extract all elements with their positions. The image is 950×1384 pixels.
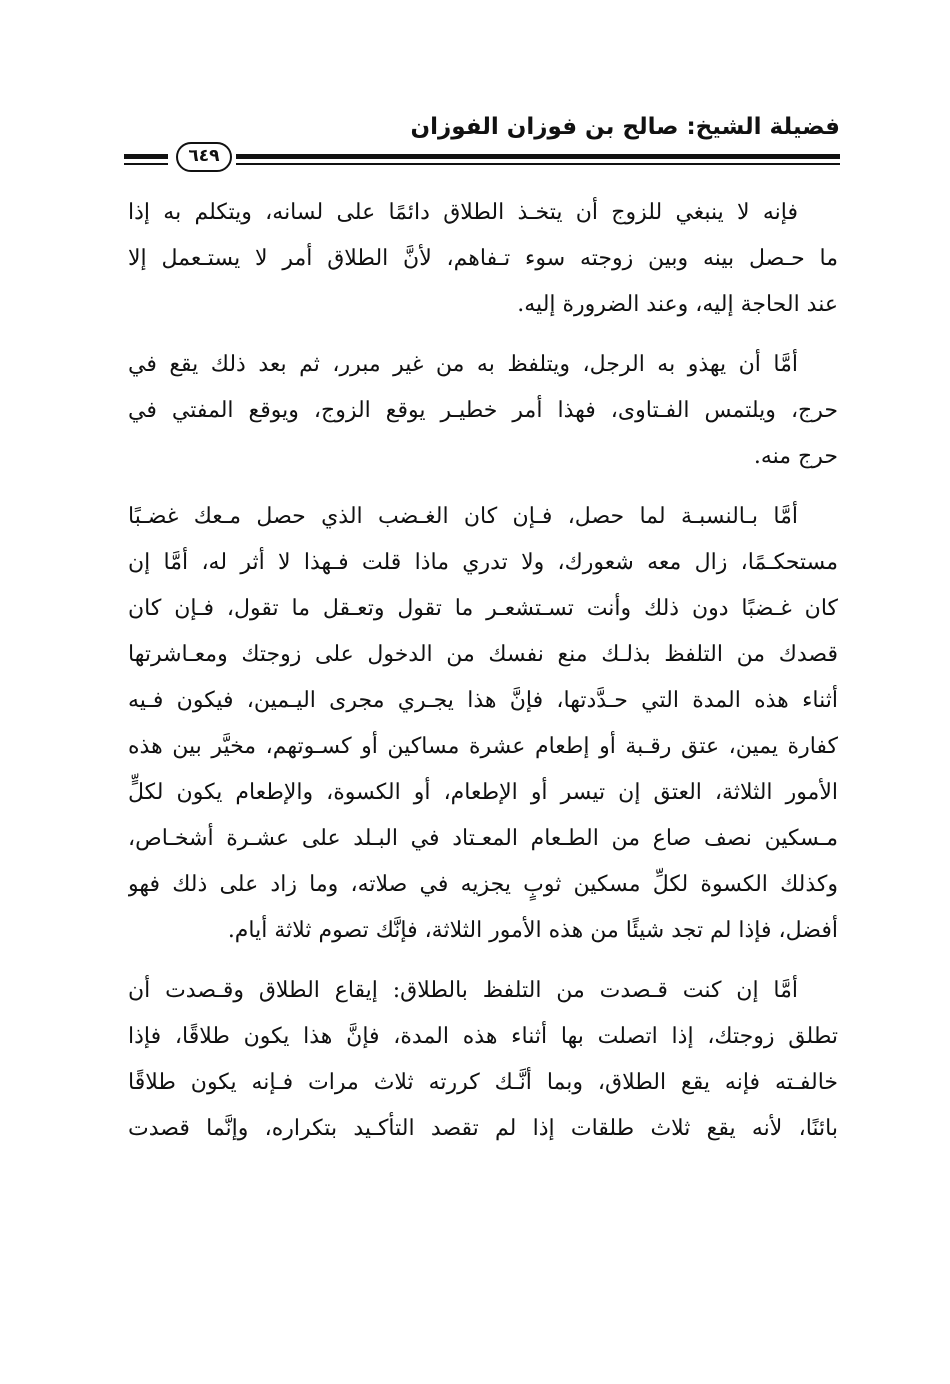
- page-number: ٦٤٩: [176, 142, 232, 172]
- text-line: أفضل، فإذا لم تجد شيئًا من هذه الأمور الثلاثة، فإنَّك تصوم ثلاثة أيام.: [227, 918, 838, 943]
- text-line: الأمور الثلاثة، العتق إن تيسر أو الإطعام، أو الكسوة، والإطعام يكون لكلٍّ: [128, 780, 838, 805]
- text-line: حرج، ويلتمس الفـتاوى، فهذا أمر خطيـر يوقع الزوج، ويوقع المفتي في: [128, 398, 838, 423]
- paragraph-4: [128, 968, 838, 1152]
- text-line: خالفـته فإنه يقع الطلاق، وبما أنَّـك كررته ثلاث مرات فـإنه يكون طلاقًا: [128, 1070, 838, 1095]
- text-line: قصدك من التلفظ بذلـك منع نفسك من الدخول على زوجتك ومعـاشرتها: [128, 642, 838, 667]
- paragraph-3: [128, 494, 838, 954]
- header-rule-left-thin: [124, 163, 168, 165]
- paragraph-2: [128, 342, 838, 480]
- text-line: كفارة يمين، عتق رقـبة أو إطعام عشرة مساكين أو كسـوتهم، مخيَّر بين هذه: [128, 734, 838, 759]
- text-line: مستحكـمًا، زال معه شعورك، ولا تدري ماذا قلت فـهذا لا أثر له، أمَّا إن: [128, 550, 838, 575]
- header-rule-thin: [236, 163, 840, 165]
- page-body: [128, 190, 838, 1166]
- text-line: أمَّا إن كنت قـصدت من التلفظ بالطلاق: إيقاع الطلاق وقـصدت أن: [128, 978, 798, 1003]
- text-line: بائنًا، لأنه يقع ثلاث طلقات إذا لم تقصد التأكـيد بتكراره، وإنَّما قصدت: [128, 1116, 838, 1141]
- header-title: فضيلة الشيخ: صالح بن فوزان الفوزان: [410, 114, 840, 140]
- text-line: وكذلك الكسوة لكلِّ مسكين ثوبٍ يجزيه في صلاته، وما زاد على ذلك فهو: [128, 872, 838, 897]
- text-line: مـسكين نصف صاع من الطـعام المعـتاد في البـلد على عشـرة أشخـاص،: [128, 826, 838, 851]
- text-line: ما حـصل بينه وبين زوجته سوء تـفاهم، لأنَّ الطلاق أمر لا يستـعمل إلا: [128, 246, 838, 271]
- header-rule-thick: [236, 154, 840, 159]
- text-line: تطلق زوجتك، إذا اتصلت بها أثناء هذه المدة، فإنَّ هذا يكون طلاقًا، فإذا: [128, 1024, 838, 1049]
- header-rule-left-thick: [124, 154, 168, 159]
- text-line: أمَّا أن يهذو به الرجل، ويتلفظ به من غير مبرر، ثم بعد ذلك يقع في: [128, 352, 798, 377]
- text-line: أثناء هذه المدة التي حـدَّدتها، فإنَّ هذا يجـري مجرى اليـمين، فيكون فـيه: [128, 688, 838, 713]
- text-line: حرج منه.: [753, 444, 838, 469]
- page-header: [124, 108, 840, 178]
- text-line: عند الحاجة إليه، وعند الضرورة إليه.: [517, 292, 838, 317]
- text-line: فإنه لا ينبغي للزوج أن يتخـذ الطلاق دائمًا على لسانه، ويتكلم به إذا: [128, 200, 798, 225]
- paragraph-1: [128, 190, 838, 328]
- text-line: أمَّا بـالنسبـة لما حصل، فـإن كان الغـضب الذي حصل مـعك غضـبًا: [128, 504, 798, 529]
- text-line: كان غـضبًا دون ذلك وأنت تسـتشعـر ما تقول وتعـقل ما تقول، فـإن كان: [128, 596, 838, 621]
